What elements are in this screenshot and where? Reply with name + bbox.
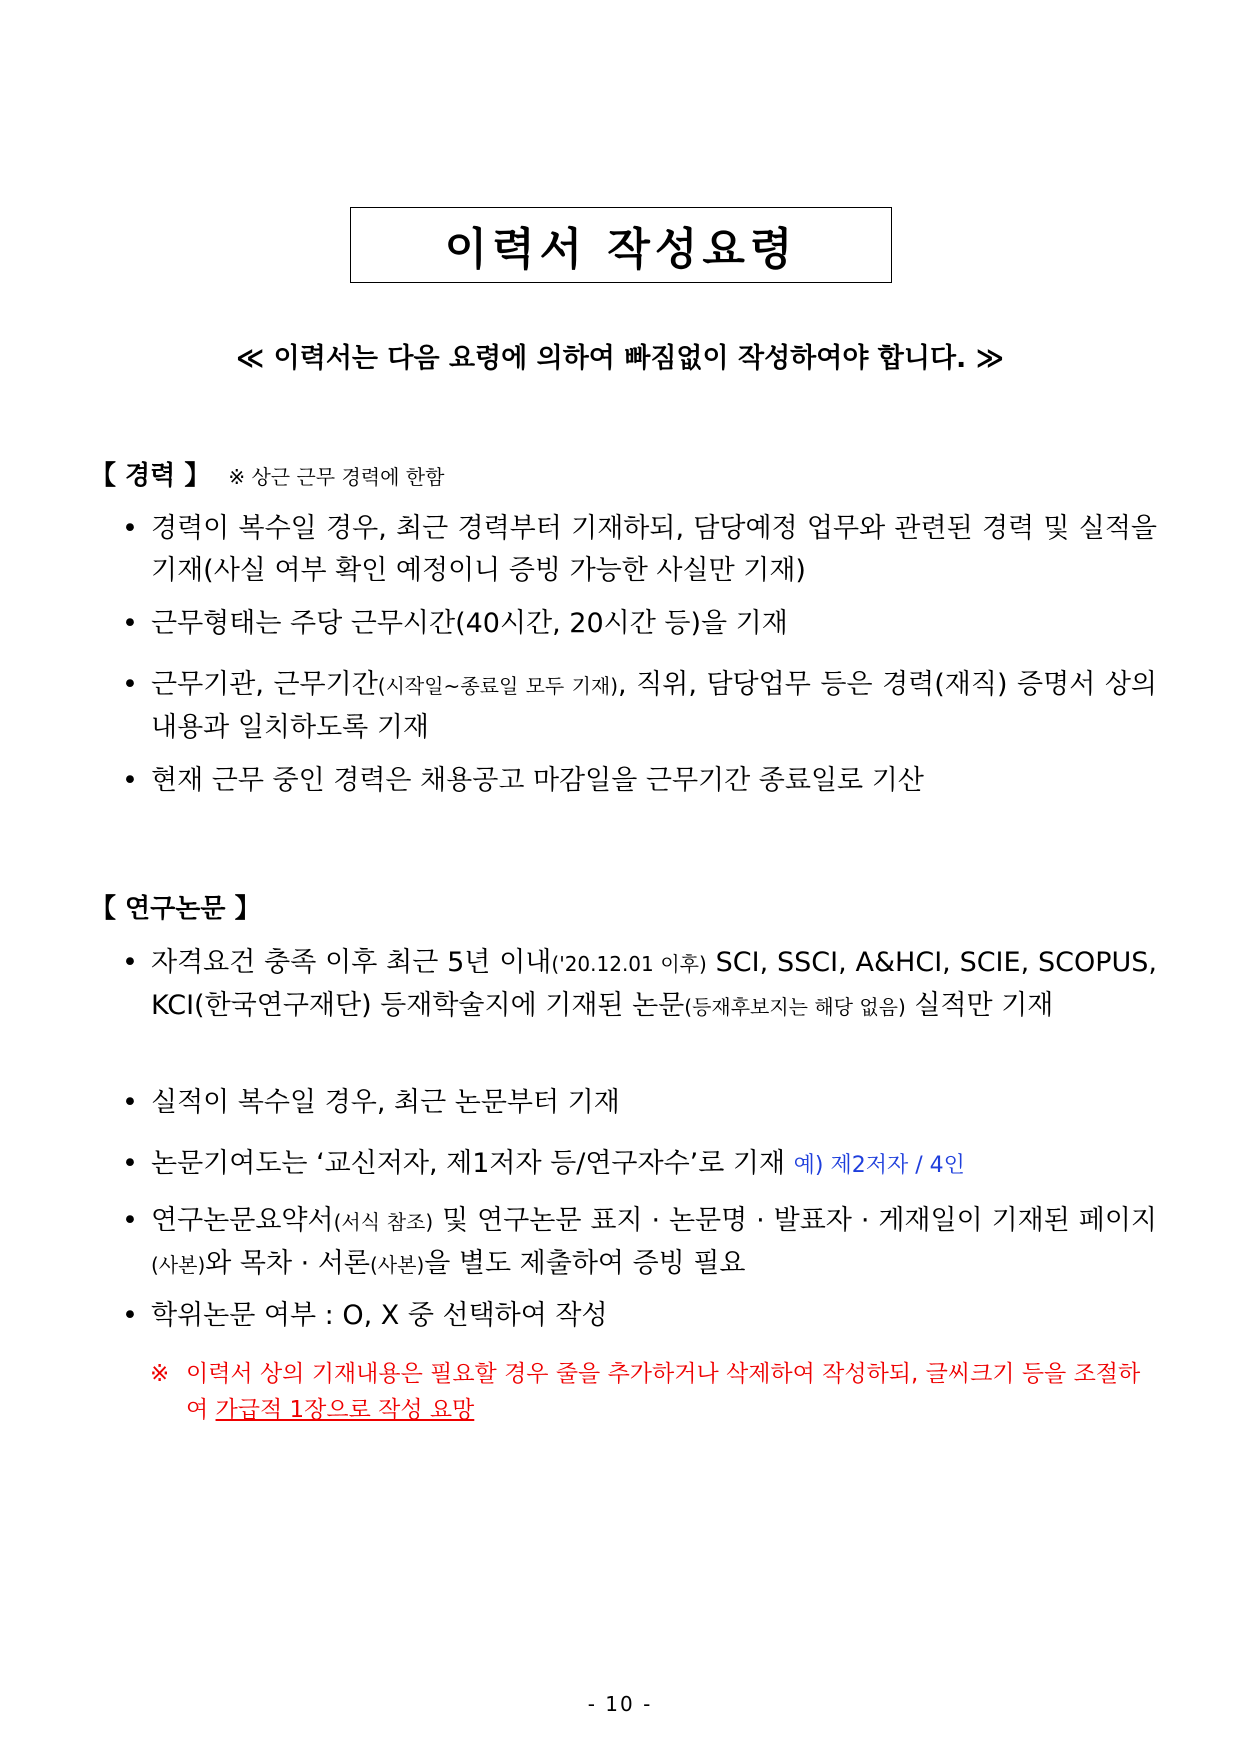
research-section-heading	[90, 888, 261, 925]
reference-mark: ※	[150, 1361, 170, 1387]
career-bullet-3-text: 근무기관, 근무기간(시작일~종료일 모두 기재), 직위, 담당업무 등은 경력(재직) 증명서 상의 내용과 일치하도록 기재	[151, 669, 1157, 743]
red-note-text: 이력서 상의 기재내용은 필요할 경우 줄을 추가하거나 삭제하여 작성하되, 글씨크기 등을 조절하여 가급적 1장으로 작성 요망	[186, 1361, 1141, 1423]
career-bullet-2	[122, 603, 1157, 645]
page-number: - 10 -	[587, 1692, 653, 1716]
research-bullet-4-text: 연구논문요약서(서식 참조) 및 연구논문 표지 · 논문명 · 발표자 · 게재일이 기재된 페이지(사본)와 목차 · 서론(사본)을 별도 제출하여 증빙 필요	[151, 1205, 1157, 1279]
research-bullet-5-text: 학위논문 여부 : O, X 중 선택하여 작성	[151, 1300, 608, 1331]
career-bullet-1	[122, 508, 1157, 592]
bullet-dot: •	[122, 1087, 138, 1118]
bullet-dot: •	[122, 1205, 138, 1236]
career-heading-text: 【 경력 】	[90, 461, 211, 491]
underlined-requirement: 가급적 1장으로 작성 요망	[215, 1397, 475, 1423]
career-heading-note: ※ 상근 근무 경력에 한함	[228, 465, 445, 489]
research-bullet-2	[122, 1082, 1157, 1124]
career-bullet-3	[122, 664, 1157, 749]
career-bullet-4-text: 현재 근무 중인 경력은 채용공고 마감일을 근무기간 종료일로 기산	[151, 765, 924, 796]
subtitle: ≪ 이력서는 다음 요령에 의하여 빠짐없이 작성하여야 합니다. ≫	[236, 343, 1004, 374]
red-instruction-note	[150, 1356, 1155, 1428]
bullet-dot: •	[122, 947, 138, 978]
career-bullet-1-text: 경력이 복수일 경우, 최근 경력부터 기재하되, 담당예정 업무와 관련된 경력 및 실적을 기재(사실 여부 확인 예정이니 증빙 가능한 사실만 기재)	[151, 513, 1157, 586]
career-section-heading	[90, 455, 444, 492]
research-bullet-3-text: 논문기여도는 ‘교신저자, 제1저자 등/연구자수’로 기재 예) 제2저자 / 4인	[151, 1148, 965, 1179]
research-bullet-2-text: 실적이 복수일 경우, 최근 논문부터 기재	[151, 1087, 620, 1118]
bullet-dot: •	[122, 1148, 138, 1179]
bullet-dot: •	[122, 669, 138, 700]
bullet-dot: •	[122, 513, 138, 544]
research-bullet-1-text: 자격요건 충족 이후 최근 5년 이내('20.12.01 이후) SCI, SSCI, A&HCI, SCIE, SCOPUS, KCI(한국연구재단) 등재학술지에 기재된 논문(등재후보지는 해당 없음) 실적만 기재	[151, 947, 1157, 1021]
research-bullet-3	[122, 1143, 1157, 1187]
bullet-dot: •	[122, 608, 138, 639]
research-bullet-5	[122, 1295, 1157, 1337]
document-title: 이력서 작성요령	[444, 224, 798, 275]
document-title-box	[350, 207, 892, 283]
career-bullet-2-text: 근무형태는 주당 근무시간(40시간, 20시간 등)을 기재	[151, 608, 788, 639]
example-note: 예) 제2저자 / 4인	[793, 1153, 965, 1178]
research-bullet-4	[122, 1200, 1157, 1286]
bullet-dot: •	[122, 1300, 138, 1331]
research-bullet-1	[122, 942, 1157, 1028]
career-bullet-4	[122, 760, 1157, 802]
bullet-dot: •	[122, 765, 138, 796]
research-heading-text: 【 연구논문 】	[90, 894, 261, 924]
